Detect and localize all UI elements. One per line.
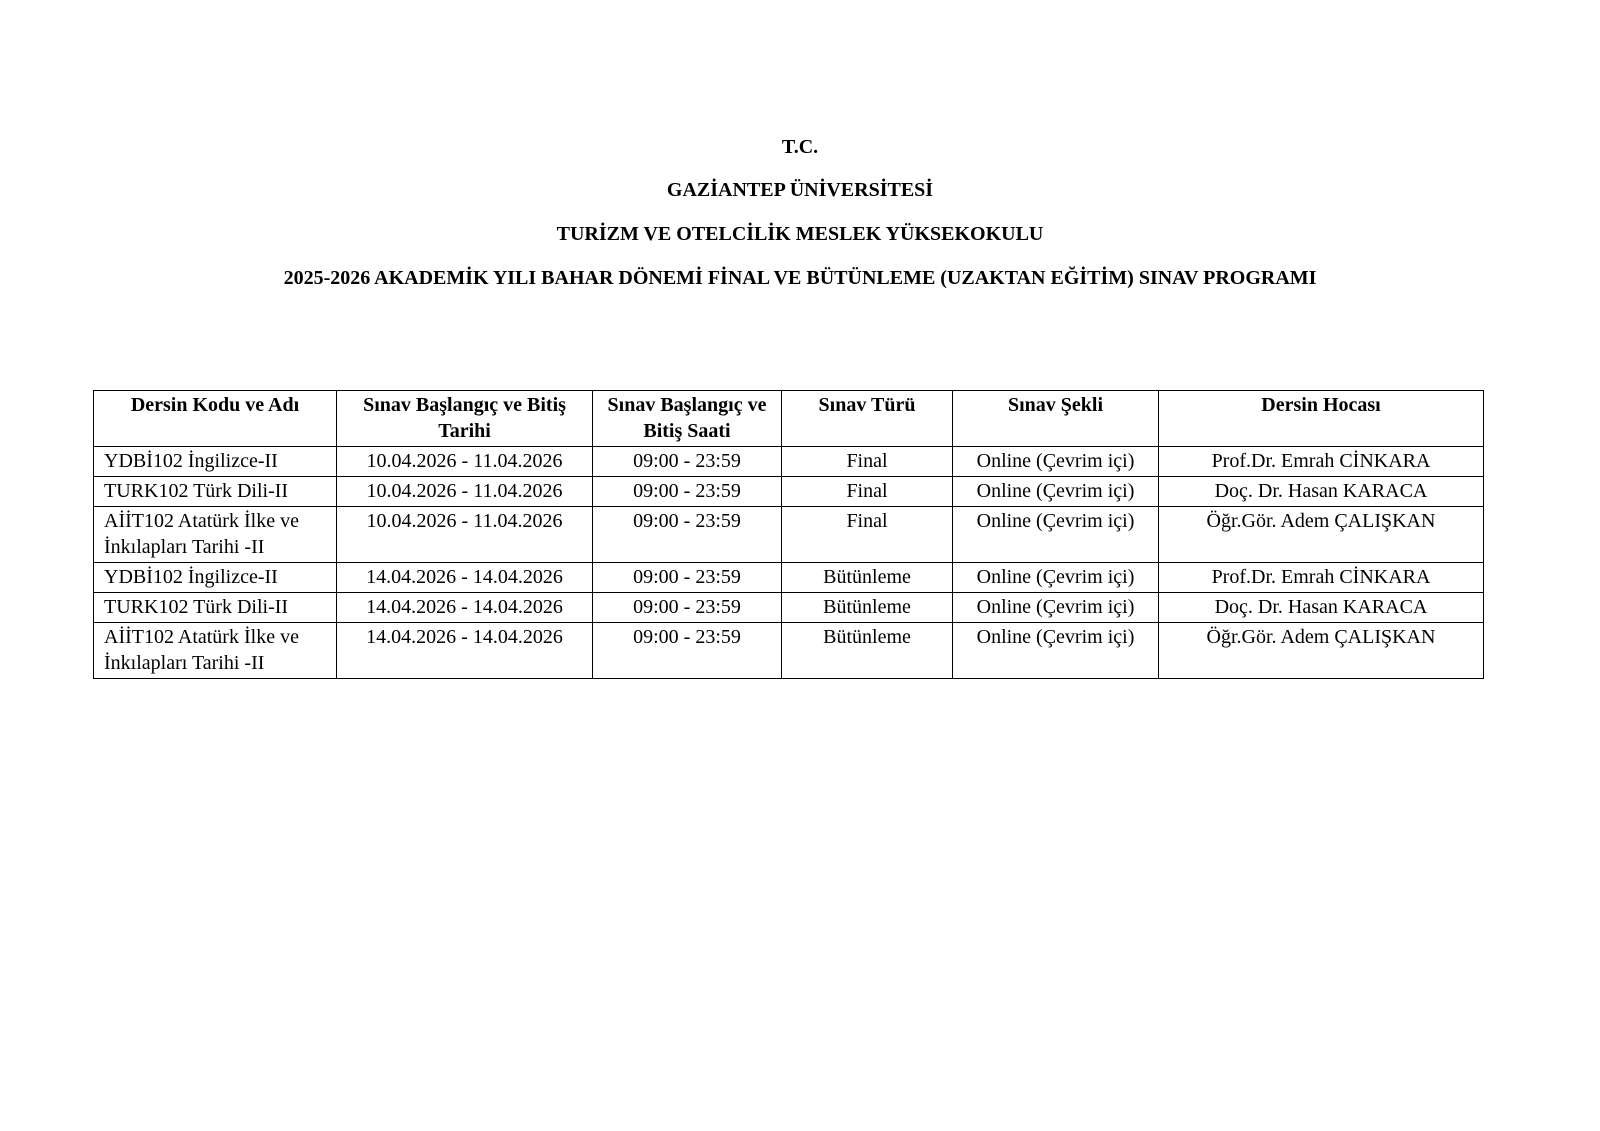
instructor-cell: Öğr.Gör. Adem ÇALIŞKAN: [1159, 623, 1484, 679]
table-row: [94, 447, 1484, 477]
exam-format-cell: Online (Çevrim içi): [953, 593, 1159, 623]
table-row: [94, 593, 1484, 623]
exam-type-cell: Bütünleme: [782, 593, 953, 623]
course-cell: AİİT102 Atatürk İlke ve İnkılapları Tarihi -II: [94, 623, 337, 679]
date-cell: 14.04.2026 - 14.04.2026: [337, 623, 593, 679]
table-row: [94, 477, 1484, 507]
column-header-date: Sınav Başlangıç ve Bitiş Tarihi: [337, 391, 593, 447]
column-header-course: Dersin Kodu ve Adı: [94, 391, 337, 447]
time-cell: 09:00 - 23:59: [593, 623, 782, 679]
time-cell: 09:00 - 23:59: [593, 563, 782, 593]
table-row: [94, 623, 1484, 679]
exam-format-cell: Online (Çevrim içi): [953, 623, 1159, 679]
exam-type-cell: Final: [782, 507, 953, 563]
column-header-exam-format: Sınav Şekli: [953, 391, 1159, 447]
time-cell: 09:00 - 23:59: [593, 447, 782, 477]
instructor-cell: Öğr.Gör. Adem ÇALIŞKAN: [1159, 507, 1484, 563]
exam-type-cell: Final: [782, 477, 953, 507]
instructor-cell: Doç. Dr. Hasan KARACA: [1159, 593, 1484, 623]
exam-type-cell: Bütünleme: [782, 563, 953, 593]
table-row: [94, 507, 1484, 563]
header-line-tc: T.C.: [781, 136, 819, 158]
date-cell: 10.04.2026 - 11.04.2026: [337, 477, 593, 507]
date-cell: 14.04.2026 - 14.04.2026: [337, 593, 593, 623]
instructor-cell: Doç. Dr. Hasan KARACA: [1159, 477, 1484, 507]
date-cell: 14.04.2026 - 14.04.2026: [337, 563, 593, 593]
exam-format-cell: Online (Çevrim içi): [953, 563, 1159, 593]
course-cell: TURK102 Türk Dili-II: [94, 477, 337, 507]
document-title: 2025-2026 AKADEMİK YILI BAHAR DÖNEMİ FİNAL VE BÜTÜNLEME (UZAKTAN EĞİTİM) SINAV PROGRAMI: [283, 267, 1317, 289]
date-cell: 10.04.2026 - 11.04.2026: [337, 447, 593, 477]
instructor-cell: Prof.Dr. Emrah CİNKARA: [1159, 447, 1484, 477]
header-school: TURİZM VE OTELCİLİK MESLEK YÜKSEKOKULU: [556, 223, 1044, 245]
course-cell: YDBİ102 İngilizce-II: [94, 447, 337, 477]
table-row: [94, 563, 1484, 593]
exam-format-cell: Online (Çevrim içi): [953, 477, 1159, 507]
time-cell: 09:00 - 23:59: [593, 593, 782, 623]
time-cell: 09:00 - 23:59: [593, 477, 782, 507]
exam-schedule-table: [93, 390, 1484, 679]
date-cell: 10.04.2026 - 11.04.2026: [337, 507, 593, 563]
instructor-cell: Prof.Dr. Emrah CİNKARA: [1159, 563, 1484, 593]
column-header-exam-type: Sınav Türü: [782, 391, 953, 447]
course-cell: AİİT102 Atatürk İlke ve İnkılapları Tarihi -II: [94, 507, 337, 563]
course-cell: YDBİ102 İngilizce-II: [94, 563, 337, 593]
table-header-row: [94, 391, 1484, 447]
exam-format-cell: Online (Çevrim içi): [953, 447, 1159, 477]
exam-format-cell: Online (Çevrim içi): [953, 507, 1159, 563]
time-cell: 09:00 - 23:59: [593, 507, 782, 563]
course-cell: TURK102 Türk Dili-II: [94, 593, 337, 623]
exam-type-cell: Final: [782, 447, 953, 477]
exam-type-cell: Bütünleme: [782, 623, 953, 679]
header-university: GAZİANTEP ÜNİVERSİTESİ: [666, 179, 934, 201]
column-header-time: Sınav Başlangıç ve Bitiş Saati: [593, 391, 782, 447]
column-header-instructor: Dersin Hocası: [1159, 391, 1484, 447]
